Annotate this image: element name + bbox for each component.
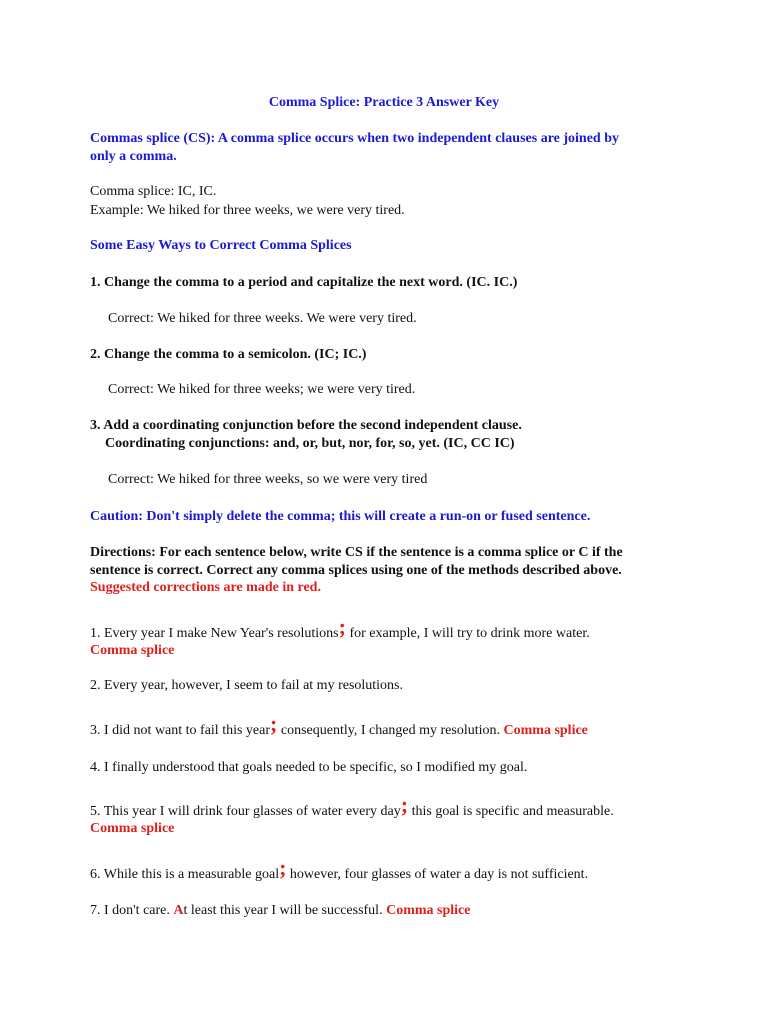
sentence-1-text-after: for example, I will try to drink more water. [345, 626, 590, 641]
sentence-3-text-before: 3. I did not want to fail this year [90, 723, 271, 738]
sentence-5-semicolon: ; [400, 792, 409, 817]
method-3-rule: 3. Add a coordinating conjunction before the second independent clause. [90, 418, 522, 433]
sentence-1-label: Comma splice [90, 643, 175, 658]
pattern-line: Comma splice: IC, IC. [90, 184, 217, 199]
sentence-7-text-before: 7. I don't care. [90, 903, 174, 918]
sentence-7-text-after: t least this year I will be successful. [183, 903, 387, 918]
sentence-5 [90, 792, 678, 821]
method-3-correct: Correct: We hiked for three weeks, so we were very tired [108, 472, 428, 487]
sentence-7-label: Comma splice [386, 903, 471, 918]
sentence-6-semicolon: ; [279, 855, 287, 880]
sentence-1 [90, 614, 678, 643]
sentence-3-label: Comma splice [503, 723, 588, 738]
sentence-5-text-before: 5. This year I will drink four glasses of water every day [90, 804, 401, 819]
page-title: Comma Splice: Practice 3 Answer Key [268, 95, 500, 110]
definition-line-1: Commas splice (CS): A comma splice occurs when two independent clauses are joined by [90, 131, 620, 146]
sentence-5-text-after: this goal is specific and measurable. [408, 804, 614, 819]
sentence-1-text-before: 1. Every year I make New Year's resolutions [90, 626, 339, 641]
directions-line-3: Suggested corrections are made in red. [90, 580, 321, 595]
definition-line-2: only a comma. [90, 149, 177, 164]
sentence-6-text-after: however, four glasses of water a day is not sufficient. [286, 867, 589, 882]
sentence-1-semicolon: ; [338, 614, 346, 639]
sentence-4: 4. I finally understood that goals needed to be specific, so I modified my goal. [90, 760, 528, 775]
sentence-3-semicolon: ; [270, 711, 278, 736]
method-2-rule: 2. Change the comma to a semicolon. (IC; IC.) [90, 347, 367, 362]
method-3-rule-2: Coordinating conjunctions: and, or, but, nor, for, so, yet. (IC, CC IC) [105, 436, 515, 451]
sentence-7-capital: A [173, 903, 184, 918]
ways-heading: Some Easy Ways to Correct Comma Splices [90, 238, 352, 253]
method-2-correct: Correct: We hiked for three weeks; we were very tired. [108, 382, 416, 397]
directions-line-1: Directions: For each sentence below, write CS if the sentence is a comma splice or C if the [90, 545, 623, 560]
directions-line-2: sentence is correct. Correct any comma splices using one of the methods described above. [90, 563, 622, 578]
sentence-7 [90, 902, 678, 920]
sentence-3-text-after: consequently, I changed my resolution. [277, 723, 504, 738]
method-1-correct: Correct: We hiked for three weeks. We were very tired. [108, 311, 417, 326]
sentence-2: 2. Every year, however, I seem to fail at my resolutions. [90, 678, 404, 693]
sentence-6 [90, 855, 678, 884]
example-line: Example: We hiked for three weeks, we were very tired. [90, 203, 405, 218]
sentence-6-text-before: 6. While this is a measurable goal [90, 867, 280, 882]
sentence-5-label: Comma splice [90, 821, 175, 836]
method-1-rule: 1. Change the comma to a period and capitalize the next word. (IC. IC.) [90, 275, 518, 290]
caution-line: Caution: Don't simply delete the comma; this will create a run-on or fused sentence. [90, 509, 591, 524]
sentence-3 [90, 711, 678, 740]
